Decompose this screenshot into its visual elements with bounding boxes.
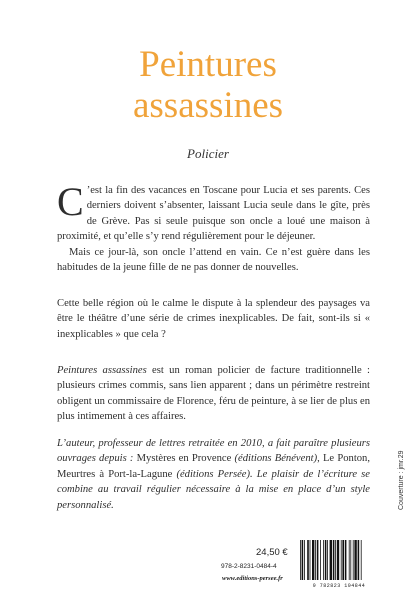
barcode-bar [300,540,301,580]
barcode-bar [335,540,336,580]
cover-credit: Couverture : jmr.29 [398,450,405,510]
barcode-bar [358,540,360,580]
barcode-bar [353,540,354,580]
blurb-paragraph-2 [57,296,370,342]
barcode-bar [302,540,304,580]
barcode-bar [337,540,339,580]
genre-label: Policier [187,146,229,161]
barcode-digits: 9 782823 104844 [312,583,366,589]
isbn-label: 978-2-8231-0484-4 [221,563,277,570]
blurb-p1-text: ’est la fin des vacances en Toscane pour Lucia et ses parents. Ces derniers doivent s’absenter, laissant Lucia seule dans le gîte, près de Grève. Pas si seule puisque son oncle a loué une maison à proximité, et qu’elle s’y rend régulièrement pour le déjeuner. [57,185,370,243]
book-title-line-1: Peintures [139,44,277,85]
barcode-bar [341,540,342,580]
barcode-bar [354,540,356,580]
barcode-bar [325,540,327,580]
author-bio-a: L’auteur, professeur de lettres retraitée en 2010, a fait paraître plusieurs ouvrages depuis : [57,438,370,465]
blurb-paragraph-3 [57,363,370,425]
barcode-bar [330,540,332,580]
barcode-bar [350,540,351,580]
blurb-p3-book-title: Peintures assassines [57,365,147,376]
author-bio-d: , Le Ponton, Meurtres à Port-la-Lagune [57,453,370,480]
barcode-bar [312,540,314,580]
blurb-paragraph-4 [57,436,370,513]
barcode-bar [342,540,344,580]
barcode-bar [349,540,350,580]
publisher-website: www.editions-persee.fr [222,575,283,582]
blurb-p1b-text: Mais ce jour-là, son oncle l’attend en vain. Ce n’est guère dans les habitudes de la jeune fille de ne pas donner de nouvelles. [57,246,370,274]
blurb-p2-text: Cette belle région où le calme le dispute à la splendeur des paysages va être le théâtre d’une série de crimes inexplicables. De fait, sont-ils si « inexplicables » que cela ? [57,298,370,340]
barcode-bar [310,540,311,580]
author-bio-f: . Le plaisir de l’écriture se combine au travail régulier nécessaire à la mise en place d’un style personnalisé. [57,468,370,511]
price-label: 24,50 € [256,547,288,558]
author-bio-e: (éditions Persée) [176,468,251,480]
author-bio-b: Mystères en Provence [136,453,235,465]
barcode-bar [327,540,328,580]
barcode-bar [323,540,324,580]
drop-cap: C [57,179,84,224]
barcode-bar [317,540,319,580]
barcode-bar [307,540,309,580]
blurb-paragraph-1 [57,179,370,275]
barcode-bar [320,540,321,580]
barcode-bar [361,540,362,580]
barcode-bar [315,540,316,580]
barcode [296,538,382,590]
barcode-bar [304,540,305,580]
barcode-bars [296,538,382,582]
barcode-bar [333,540,335,580]
barcode-bar [345,540,347,580]
book-title-line-2: assassines [132,85,284,126]
blurb-p3-text: est un roman policier de facture traditionnelle : plusieurs crimes commis, sans lien apparent ; dans un périmètre restreint obligent un commissaire de Florence, féru de peinture, à se lier de plus en plus intimement à ces affaires. [57,365,370,423]
author-bio-c: (éditions Bénévent) [234,453,318,465]
